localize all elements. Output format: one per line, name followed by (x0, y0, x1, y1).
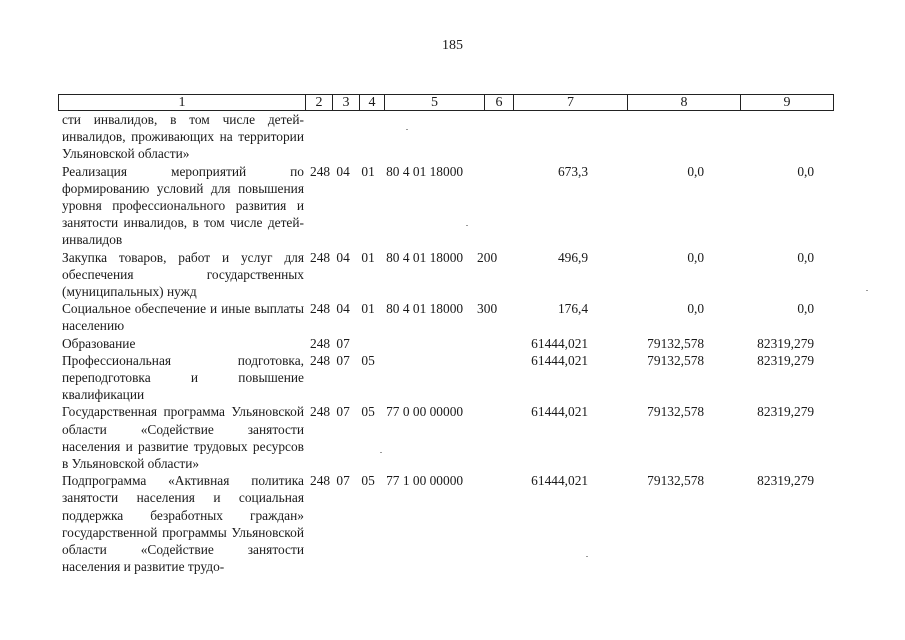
target-article-code: 77 1 00 00000 (386, 473, 464, 489)
section-code: 07 (336, 404, 350, 420)
expense-type-code (473, 111, 501, 163)
target-article-code: 80 4 01 18000 (386, 301, 464, 317)
expense-type-code (473, 472, 501, 575)
amount-col-7: 61444,021 (531, 473, 589, 489)
section-code: 07 (336, 473, 350, 489)
admin-code: 248 (310, 352, 331, 368)
subsection-code: 05 (361, 473, 375, 489)
amount-col-8: 79132,578 (647, 352, 705, 368)
table-row (58, 249, 818, 301)
target-article-code: 77 0 00 00000 (386, 404, 464, 420)
header-cell-2: 2 (306, 95, 333, 111)
expense-type-code (473, 163, 501, 249)
subsection-code: 01 (361, 249, 375, 265)
expense-type-code: 200 (477, 249, 498, 265)
section-code: 07 (336, 335, 350, 351)
amount-col-9: 82319,279 (757, 473, 815, 489)
amount-col-8: 79132,578 (647, 473, 705, 489)
table-row (58, 335, 818, 352)
scan-speck (380, 452, 382, 453)
amount-col-9: 0,0 (797, 249, 815, 265)
header-cell-8: 8 (628, 95, 741, 111)
target-article-code (380, 335, 473, 352)
amount-col-8 (614, 111, 726, 163)
table-row (58, 403, 818, 472)
amount-col-9: 0,0 (797, 163, 815, 179)
admin-code: 248 (310, 301, 331, 317)
amount-col-7: 673,3 (557, 163, 589, 179)
admin-code (304, 111, 330, 163)
item-name: Реализация мероприятий по формированию условий для повышения уровня профессионального развития и занятости инвалидов, в том числе детей-инвалидов (62, 163, 304, 248)
amount-col-8: 79132,578 (647, 404, 705, 420)
admin-code: 248 (310, 249, 331, 265)
amount-col-7: 61444,021 (531, 335, 589, 351)
target-article-code (380, 111, 473, 163)
item-name: Подпрограмма «Активная политика занятости населения и социальная поддержка безработных граждан» государственной программы Ульяновской области «Содействие занятости населения и развитие трудо- (62, 473, 304, 575)
section-code: 04 (336, 301, 350, 317)
amount-col-7: 61444,021 (531, 352, 589, 368)
scan-speck (586, 556, 588, 557)
target-article-code (380, 352, 473, 404)
section-code (330, 111, 356, 163)
admin-code: 248 (310, 163, 331, 179)
subsection-code: 01 (361, 301, 375, 317)
expense-type-code (473, 403, 501, 472)
amount-col-7 (501, 111, 614, 163)
scan-speck (466, 225, 468, 226)
subsection-code (356, 111, 380, 163)
header-cell-1: 1 (59, 95, 306, 111)
amount-col-8: 0,0 (687, 163, 705, 179)
amount-col-9 (726, 111, 818, 163)
header-cell-9: 9 (741, 95, 834, 111)
item-name: Государственная программа Ульяновской области «Содействие занятости населения и развитие трудовых ресурсов в Ульяновской области» (62, 404, 304, 472)
target-article-code: 80 4 01 18000 (386, 249, 464, 265)
scan-speck (866, 290, 868, 291)
header-cell-7: 7 (514, 95, 628, 111)
item-name: сти инвалидов, в том числе детей-инвалидов, проживающих на территории Ульяновской области» (62, 112, 304, 162)
amount-col-7: 176,4 (557, 301, 589, 317)
amount-col-9: 82319,279 (757, 352, 815, 368)
section-code: 04 (336, 249, 350, 265)
header-cell-5: 5 (385, 95, 485, 111)
amount-col-7: 496,9 (557, 249, 589, 265)
table-row (58, 111, 818, 163)
item-name: Социальное обеспечение и иные выплаты населению (62, 301, 304, 334)
budget-table (58, 111, 818, 575)
page-number: 185 (442, 38, 463, 53)
expense-type-code: 300 (477, 301, 498, 317)
amount-col-9: 82319,279 (757, 404, 815, 420)
header-cell-4: 4 (360, 95, 385, 111)
column-header-row (58, 94, 834, 111)
admin-code: 248 (310, 335, 331, 351)
subsection-code: 01 (361, 163, 375, 179)
admin-code: 248 (310, 404, 331, 420)
amount-col-9: 82319,279 (757, 335, 815, 351)
header-cell-3: 3 (333, 95, 360, 111)
expense-type-code (473, 335, 501, 352)
amount-col-7: 61444,021 (531, 404, 589, 420)
amount-col-8: 79132,578 (647, 335, 705, 351)
expense-type-code (473, 352, 501, 404)
subsection-code: 05 (361, 404, 375, 420)
table-row (58, 352, 818, 404)
scan-speck (406, 129, 408, 130)
item-name: Образование (62, 335, 136, 351)
header-cell-6: 6 (485, 95, 514, 111)
amount-col-8: 0,0 (687, 249, 705, 265)
item-name: Закупка товаров, работ и услуг для обеспечения государственных (муниципальных) нужд (62, 249, 304, 300)
admin-code: 248 (310, 473, 331, 489)
subsection-code (356, 335, 380, 352)
table-row (58, 163, 818, 249)
amount-col-9: 0,0 (797, 301, 815, 317)
table-row (58, 472, 818, 575)
table-row (58, 300, 818, 334)
section-code: 04 (336, 163, 350, 179)
item-name: Профессиональная подготовка, переподготовка и повышение квалификации (62, 352, 304, 403)
section-code: 07 (336, 352, 350, 368)
subsection-code: 05 (361, 352, 375, 368)
target-article-code: 80 4 01 18000 (386, 163, 464, 179)
amount-col-8: 0,0 (687, 301, 705, 317)
